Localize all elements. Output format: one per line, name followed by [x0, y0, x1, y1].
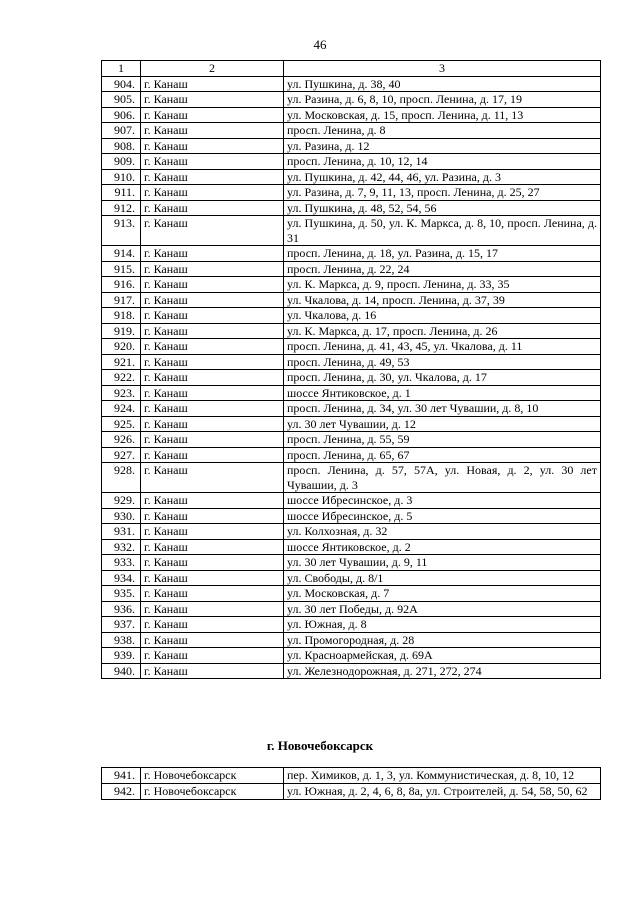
row-number: 918.	[102, 308, 141, 324]
row-city: г. Канаш	[141, 246, 284, 262]
row-city: г. Канаш	[141, 138, 284, 154]
table-row	[102, 261, 601, 277]
row-city: г. Канаш	[141, 586, 284, 602]
row-number: 923.	[102, 385, 141, 401]
table-row	[102, 416, 601, 432]
row-number: 911.	[102, 185, 141, 201]
row-address: просп. Ленина, д. 30, ул. Чкалова, д. 17	[284, 370, 601, 386]
row-address: просп. Ленина, д. 22, 24	[284, 261, 601, 277]
row-number: 913.	[102, 216, 141, 246]
table-row	[102, 246, 601, 262]
row-number: 942.	[102, 784, 141, 800]
row-address: ул. Разина, д. 7, 9, 11, 13, просп. Ленина, д. 25, 27	[284, 185, 601, 201]
table-row	[102, 784, 601, 800]
row-number: 917.	[102, 292, 141, 308]
table-row	[102, 107, 601, 123]
table-row	[102, 216, 601, 246]
row-address: ул. Московская, д. 15, просп. Ленина, д. 11, 13	[284, 107, 601, 123]
row-number: 904.	[102, 76, 141, 92]
table-header-row	[102, 61, 601, 77]
row-address: ул. Промогородная, д. 28	[284, 632, 601, 648]
row-address: просп. Ленина, д. 55, 59	[284, 432, 601, 448]
addresses-table-body	[102, 61, 601, 679]
table-row	[102, 432, 601, 448]
row-city: г. Канаш	[141, 200, 284, 216]
row-city: г. Канаш	[141, 617, 284, 633]
table-row	[102, 76, 601, 92]
row-city: г. Канаш	[141, 539, 284, 555]
table-row	[102, 648, 601, 664]
row-address: шоссе Ибресинское, д. 3	[284, 493, 601, 509]
table-row	[102, 308, 601, 324]
row-number: 915.	[102, 261, 141, 277]
row-number: 933.	[102, 555, 141, 571]
row-city: г. Канаш	[141, 308, 284, 324]
row-address: просп. Ленина, д. 65, 67	[284, 447, 601, 463]
row-number: 928.	[102, 463, 141, 493]
row-city: г. Канаш	[141, 570, 284, 586]
row-number: 925.	[102, 416, 141, 432]
row-city: г. Канаш	[141, 123, 284, 139]
row-address: ул. К. Маркса, д. 9, просп. Ленина, д. 33, 35	[284, 277, 601, 293]
row-number: 924.	[102, 401, 141, 417]
table-row	[102, 169, 601, 185]
row-number: 937.	[102, 617, 141, 633]
header-col-1: 1	[102, 61, 141, 77]
table-row	[102, 663, 601, 679]
table-row	[102, 632, 601, 648]
table-row	[102, 200, 601, 216]
row-number: 922.	[102, 370, 141, 386]
header-col-2: 2	[141, 61, 284, 77]
table-row	[102, 354, 601, 370]
row-address: ул. Южная, д. 8	[284, 617, 601, 633]
row-address: ул. К. Маркса, д. 17, просп. Ленина, д. 26	[284, 323, 601, 339]
table-row	[102, 401, 601, 417]
row-address: пер. Химиков, д. 1, 3, ул. Коммунистическая, д. 8, 10, 12	[284, 768, 601, 784]
row-city: г. Канаш	[141, 385, 284, 401]
row-address: просп. Ленина, д. 49, 53	[284, 354, 601, 370]
row-address: ул. Разина, д. 6, 8, 10, просп. Ленина, д. 17, 19	[284, 92, 601, 108]
row-number: 914.	[102, 246, 141, 262]
table-row	[102, 138, 601, 154]
row-address: ул. Красноармейская, д. 69А	[284, 648, 601, 664]
table-row	[102, 586, 601, 602]
row-number: 936.	[102, 601, 141, 617]
row-city: г. Канаш	[141, 524, 284, 540]
row-city: г. Канаш	[141, 169, 284, 185]
row-city: г. Канаш	[141, 447, 284, 463]
row-number: 916.	[102, 277, 141, 293]
row-address: шоссе Янтиковское, д. 2	[284, 539, 601, 555]
table-row	[102, 524, 601, 540]
row-address: ул. Пушкина, д. 48, 52, 54, 56	[284, 200, 601, 216]
table-row	[102, 92, 601, 108]
section-title: г. Новочебоксарск	[266, 738, 374, 753]
row-city: г. Канаш	[141, 261, 284, 277]
row-address: просп. Ленина, д. 41, 43, 45, ул. Чкалова, д. 11	[284, 339, 601, 355]
row-address: ул. Чкалова, д. 14, просп. Ленина, д. 37, 39	[284, 292, 601, 308]
row-city: г. Канаш	[141, 463, 284, 493]
row-number: 938.	[102, 632, 141, 648]
row-city: г. Канаш	[141, 508, 284, 524]
row-address: ул. Пушкина, д. 38, 40	[284, 76, 601, 92]
table-row	[102, 768, 601, 784]
table-row	[102, 493, 601, 509]
row-number: 905.	[102, 92, 141, 108]
table-row	[102, 323, 601, 339]
row-number: 909.	[102, 154, 141, 170]
table-row	[102, 277, 601, 293]
table-row	[102, 539, 601, 555]
row-number: 932.	[102, 539, 141, 555]
row-number: 912.	[102, 200, 141, 216]
row-number: 907.	[102, 123, 141, 139]
table-row	[102, 601, 601, 617]
table-row	[102, 617, 601, 633]
row-address: ул. Свободы, д. 8/1	[284, 570, 601, 586]
row-address: шоссе Ибресинское, д. 5	[284, 508, 601, 524]
table-row	[102, 370, 601, 386]
table-row	[102, 508, 601, 524]
row-city: г. Канаш	[141, 648, 284, 664]
row-address: просп. Ленина, д. 34, ул. 30 лет Чувашии, д. 8, 10	[284, 401, 601, 417]
row-city: г. Канаш	[141, 323, 284, 339]
row-address: просп. Ленина, д. 57, 57А, ул. Новая, д. 2, ул. 30 лет Чувашии, д. 3	[284, 463, 601, 493]
row-number: 908.	[102, 138, 141, 154]
row-city: г. Канаш	[141, 76, 284, 92]
row-number: 919.	[102, 323, 141, 339]
row-number: 929.	[102, 493, 141, 509]
row-address: ул. Колхозная, д. 32	[284, 524, 601, 540]
table-row	[102, 292, 601, 308]
table-row	[102, 123, 601, 139]
row-number: 926.	[102, 432, 141, 448]
row-address: ул. 30 лет Победы, д. 92А	[284, 601, 601, 617]
row-number: 927.	[102, 447, 141, 463]
table-row	[102, 447, 601, 463]
row-number: 941.	[102, 768, 141, 784]
row-city: г. Канаш	[141, 339, 284, 355]
row-number: 934.	[102, 570, 141, 586]
section-addresses-table-body	[102, 768, 601, 800]
row-address: ул. Железнодорожная, д. 271, 272, 274	[284, 663, 601, 679]
table-row	[102, 339, 601, 355]
table-row	[102, 555, 601, 571]
row-address: ул. 30 лет Чувашии, д. 9, 11	[284, 555, 601, 571]
row-city: г. Канаш	[141, 185, 284, 201]
table-row	[102, 185, 601, 201]
row-address: ул. Разина, д. 12	[284, 138, 601, 154]
row-city: г. Канаш	[141, 632, 284, 648]
section-addresses-table	[101, 767, 601, 800]
row-address: ул. Чкалова, д. 16	[284, 308, 601, 324]
row-city: г. Канаш	[141, 493, 284, 509]
row-address: просп. Ленина, д. 8	[284, 123, 601, 139]
row-number: 940.	[102, 663, 141, 679]
table-row	[102, 463, 601, 493]
row-city: г. Канаш	[141, 370, 284, 386]
row-address: ул. 30 лет Чувашии, д. 12	[284, 416, 601, 432]
row-number: 921.	[102, 354, 141, 370]
row-number: 935.	[102, 586, 141, 602]
row-city: г. Канаш	[141, 92, 284, 108]
table-row	[102, 385, 601, 401]
row-address: ул. Пушкина, д. 42, 44, 46, ул. Разина, д. 3	[284, 169, 601, 185]
row-city: г. Канаш	[141, 154, 284, 170]
row-city: г. Новочебоксарск	[141, 768, 284, 784]
row-city: г. Канаш	[141, 292, 284, 308]
row-city: г. Канаш	[141, 216, 284, 246]
row-city: г. Канаш	[141, 601, 284, 617]
row-address: ул. Южная, д. 2, 4, 6, 8, 8а, ул. Строителей, д. 54, 58, 50, 62	[284, 784, 601, 800]
row-address: просп. Ленина, д. 10, 12, 14	[284, 154, 601, 170]
addresses-table	[101, 60, 601, 679]
page-number: 46	[313, 37, 327, 52]
row-number: 906.	[102, 107, 141, 123]
row-city: г. Канаш	[141, 401, 284, 417]
row-address: шоссе Янтиковское, д. 1	[284, 385, 601, 401]
row-address: ул. Московская, д. 7	[284, 586, 601, 602]
row-number: 931.	[102, 524, 141, 540]
header-col-3: 3	[284, 61, 601, 77]
row-number: 930.	[102, 508, 141, 524]
row-city: г. Канаш	[141, 107, 284, 123]
row-number: 910.	[102, 169, 141, 185]
row-city: г. Канаш	[141, 277, 284, 293]
table-row	[102, 570, 601, 586]
table-row	[102, 154, 601, 170]
row-number: 939.	[102, 648, 141, 664]
row-address: просп. Ленина, д. 18, ул. Разина, д. 15, 17	[284, 246, 601, 262]
row-address: ул. Пушкина, д. 50, ул. К. Маркса, д. 8, 10, просп. Ленина, д. 31	[284, 216, 601, 246]
row-city: г. Канаш	[141, 354, 284, 370]
row-city: г. Канаш	[141, 555, 284, 571]
row-city: г. Канаш	[141, 432, 284, 448]
row-city: г. Новочебоксарск	[141, 784, 284, 800]
row-number: 920.	[102, 339, 141, 355]
row-city: г. Канаш	[141, 416, 284, 432]
row-city: г. Канаш	[141, 663, 284, 679]
